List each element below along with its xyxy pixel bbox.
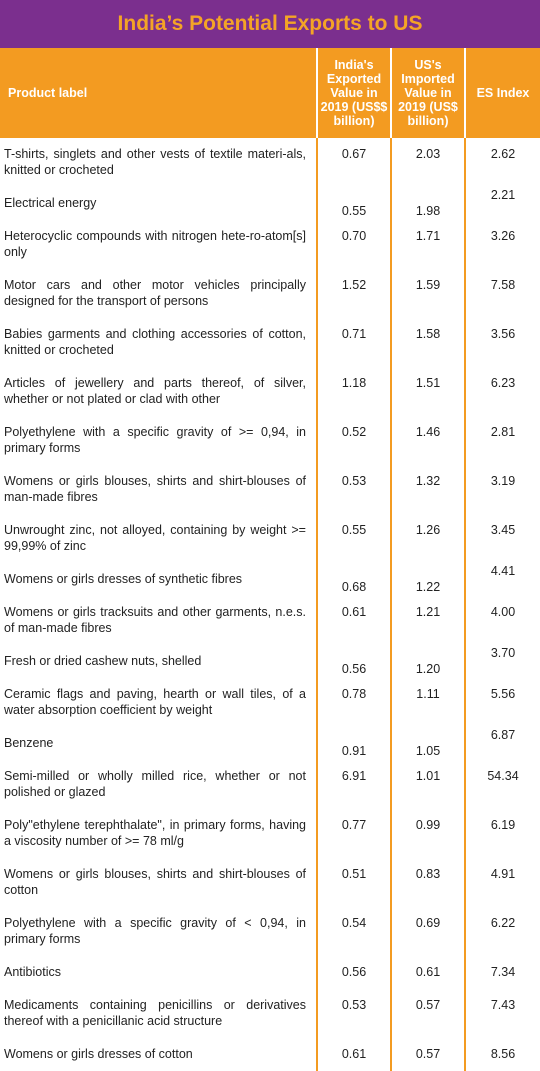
table-row xyxy=(0,416,540,465)
table-row xyxy=(0,809,540,858)
india-value-cell: 0.53 xyxy=(317,465,391,514)
us-value-cell: 1.58 xyxy=(391,318,465,367)
es-index-cell: 4.91 xyxy=(465,858,540,907)
us-value-cell: 2.03 xyxy=(391,138,465,187)
table-row xyxy=(0,138,540,187)
table-row xyxy=(0,220,540,269)
us-value-cell: 0.69 xyxy=(391,907,465,956)
table-row xyxy=(0,1038,540,1071)
es-index-cell: 2.81 xyxy=(465,416,540,465)
table-row xyxy=(0,367,540,416)
us-value-cell: 0.99 xyxy=(391,809,465,858)
es-index-cell: 6.22 xyxy=(465,907,540,956)
table-row xyxy=(0,318,540,367)
es-index-cell: 4.41 xyxy=(465,563,540,596)
header-us-imported: US's Imported Value in 2019 (US$ billion) xyxy=(391,48,465,138)
product-cell: Polyethylene with a specific gravity of >= 0,94, in primary forms xyxy=(4,425,306,455)
us-value-cell: 0.57 xyxy=(391,989,465,1038)
us-value-cell: 1.21 xyxy=(391,596,465,645)
india-value-cell: 0.56 xyxy=(317,956,391,989)
india-value-cell: 0.68 xyxy=(317,563,391,596)
es-index-cell: 54.34 xyxy=(465,760,540,809)
es-index-cell: 7.43 xyxy=(465,989,540,1038)
es-index-cell: 3.26 xyxy=(465,220,540,269)
es-index-cell: 4.00 xyxy=(465,596,540,645)
es-index-cell: 5.56 xyxy=(465,678,540,727)
product-cell: Womens or girls tracksuits and other garments, n.e.s. of man-made fibres xyxy=(4,605,306,635)
product-cell: Womens or girls blouses, shirts and shirt-blouses of man-made fibres xyxy=(4,474,306,504)
us-value-cell: 1.05 xyxy=(391,727,465,760)
india-value-cell: 0.61 xyxy=(317,596,391,645)
table-row xyxy=(0,760,540,809)
india-value-cell: 0.53 xyxy=(317,989,391,1038)
us-value-cell: 1.71 xyxy=(391,220,465,269)
product-cell: Womens or girls blouses, shirts and shirt-blouses of cotton xyxy=(4,867,306,897)
product-cell: T-shirts, singlets and other vests of textile materi-als, knitted or crocheted xyxy=(4,147,306,177)
es-index-cell: 2.62 xyxy=(465,138,540,187)
header-es-index: ES Index xyxy=(465,48,540,138)
table-row xyxy=(0,858,540,907)
product-cell: Articles of jewellery and parts thereof, of silver, whether or not plated or clad with other xyxy=(4,376,306,406)
product-cell: Electrical energy xyxy=(4,196,97,210)
table-row xyxy=(0,678,540,727)
table-row xyxy=(0,187,540,220)
us-value-cell: 1.51 xyxy=(391,367,465,416)
header-product-label: Product label xyxy=(0,48,317,138)
table-header-row xyxy=(0,48,540,138)
table-row xyxy=(0,989,540,1038)
es-index-cell: 7.34 xyxy=(465,956,540,989)
table-body xyxy=(0,138,540,1071)
india-value-cell: 1.18 xyxy=(317,367,391,416)
us-value-cell: 1.11 xyxy=(391,678,465,727)
exports-table xyxy=(0,48,540,1071)
es-index-cell: 6.23 xyxy=(465,367,540,416)
product-cell: Antibiotics xyxy=(4,965,61,979)
table-row xyxy=(0,727,540,760)
product-cell: Medicaments containing penicillins or derivatives thereof with a penicillanic acid structure xyxy=(4,998,306,1028)
product-cell: Fresh or dried cashew nuts, shelled xyxy=(4,654,202,668)
india-value-cell: 0.77 xyxy=(317,809,391,858)
india-value-cell: 0.55 xyxy=(317,514,391,563)
india-value-cell: 0.51 xyxy=(317,858,391,907)
table-row xyxy=(0,956,540,989)
india-value-cell: 0.71 xyxy=(317,318,391,367)
table-row xyxy=(0,465,540,514)
es-index-cell: 3.45 xyxy=(465,514,540,563)
us-value-cell: 1.32 xyxy=(391,465,465,514)
india-value-cell: 1.52 xyxy=(317,269,391,318)
es-index-cell: 6.19 xyxy=(465,809,540,858)
es-index-cell: 3.70 xyxy=(465,645,540,678)
india-value-cell: 0.61 xyxy=(317,1038,391,1071)
product-cell: Womens or girls dresses of cotton xyxy=(4,1047,193,1061)
product-cell: Babies garments and clothing accessories of cotton, knitted or crocheted xyxy=(4,327,306,357)
table-row xyxy=(0,269,540,318)
us-value-cell: 1.22 xyxy=(391,563,465,596)
product-cell: Semi-milled or wholly milled rice, whether or not polished or glazed xyxy=(4,769,306,799)
es-index-cell: 6.87 xyxy=(465,727,540,760)
table-row xyxy=(0,596,540,645)
es-index-cell: 2.21 xyxy=(465,187,540,220)
es-index-cell: 3.19 xyxy=(465,465,540,514)
us-value-cell: 1.98 xyxy=(391,187,465,220)
product-cell: Benzene xyxy=(4,736,54,750)
es-index-cell: 3.56 xyxy=(465,318,540,367)
product-cell: Motor cars and other motor vehicles principally designed for the transport of persons xyxy=(4,278,306,308)
india-value-cell: 0.52 xyxy=(317,416,391,465)
us-value-cell: 1.01 xyxy=(391,760,465,809)
product-cell: Ceramic flags and paving, hearth or wall tiles, of a water absorption coefficient by weight xyxy=(4,687,306,717)
us-value-cell: 0.83 xyxy=(391,858,465,907)
us-value-cell: 1.46 xyxy=(391,416,465,465)
page-title: India’s Potential Exports to US xyxy=(0,0,540,48)
india-value-cell: 6.91 xyxy=(317,760,391,809)
us-value-cell: 0.57 xyxy=(391,1038,465,1071)
product-cell: Unwrought zinc, not alloyed, containing by weight >= 99,99% of zinc xyxy=(4,523,306,553)
table-row xyxy=(0,563,540,596)
product-cell: Poly"ethylene terephthalate", in primary forms, having a viscosity number of >= 78 ml/g xyxy=(4,818,306,848)
header-india-exported: India's Exported Value in 2019 (US$$ billion) xyxy=(317,48,391,138)
india-value-cell: 0.70 xyxy=(317,220,391,269)
table-row xyxy=(0,645,540,678)
product-cell: Womens or girls dresses of synthetic fibres xyxy=(4,572,243,586)
us-value-cell: 1.20 xyxy=(391,645,465,678)
table-row xyxy=(0,907,540,956)
product-cell: Polyethylene with a specific gravity of < 0,94, in primary forms xyxy=(4,916,306,946)
es-index-cell: 8.56 xyxy=(465,1038,540,1071)
product-cell: Heterocyclic compounds with nitrogen hete-ro-atom[s] only xyxy=(4,229,306,259)
india-value-cell: 0.56 xyxy=(317,645,391,678)
india-value-cell: 0.54 xyxy=(317,907,391,956)
us-value-cell: 1.26 xyxy=(391,514,465,563)
india-value-cell: 0.67 xyxy=(317,138,391,187)
india-value-cell: 0.55 xyxy=(317,187,391,220)
india-value-cell: 0.91 xyxy=(317,727,391,760)
es-index-cell: 7.58 xyxy=(465,269,540,318)
table-row xyxy=(0,514,540,563)
us-value-cell: 1.59 xyxy=(391,269,465,318)
us-value-cell: 0.61 xyxy=(391,956,465,989)
india-value-cell: 0.78 xyxy=(317,678,391,727)
